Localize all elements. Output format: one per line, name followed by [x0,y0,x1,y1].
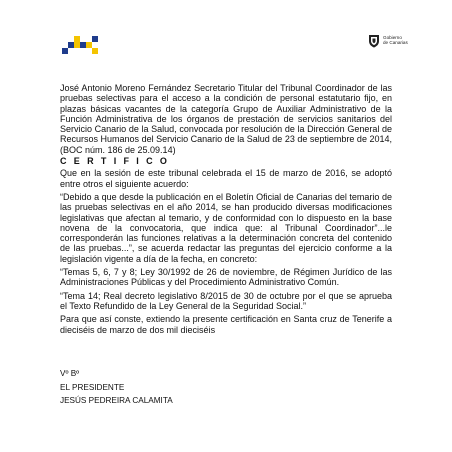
president-title: EL PRESIDENTE [60,382,125,392]
gobierno-canarias-logo [368,34,428,52]
closing-paragraph: Para que así conste, extiendo la presente certificación en Santa cruz de Tenerife a dieciséis de marzo de dos mil dieciséis [60,314,392,335]
logo-square [62,48,68,54]
gobierno-canarias-wordmark [383,35,408,46]
intro-paragraph: José Antonio Moreno Fernández Secretario Titular del Tribunal Coordinador de las pruebas selectivas para el acceso a la condición de personal estatutario fijo, en plazas básicas vacantes de la categoría Grupo de Auxiliar Administrativo de la Función Administrativa de los órganos de prestación de servicios sanitarios del Servicio Canario de la Salud, convocada por resolución de la Dirección General de Recursos Humanos del Servicio Canario de la Salud de 23 de septiembre de 2014, (BOC núm. 186 de 25.09.14) [60,83,392,155]
canarias-shield-icon [368,34,380,48]
agreement-quote: “Debido a que desde la publicación en el Boletín Oficial de Canarias del temario de las pruebas selectivas en el año 2014, se han producido diversas modificaciones legislativas que afectan al temario, y de conformidad con lo dispuesto en la base novena de la convocatoria, que indica que: al Tribunal Coordinador”...le corresponderán las funciones relativas a la determinación concreta del contenido de las pruebas...”, se acuerda redactar las preguntas del ejercicio conforme a la legislación vigente a día de la fecha, en concreto: [60,191,392,264]
certifico-heading: C E R T I F I C O [60,156,170,167]
logo-square [92,48,98,54]
logo-square [92,36,98,42]
document-body [60,83,392,410]
logo-line-2: de Canarias [383,40,408,46]
session-paragraph: Que en la sesión de este tribunal celebrada el 15 de marzo de 2016, se adoptó entre otros el siguiente acuerdo: [60,168,392,189]
gobierno-squares-logo [62,33,104,57]
vobo-label: Vº Bº [60,368,80,378]
tema-item-1: “Temas 5, 6, 7 y 8; Ley 30/1992 de 26 de noviembre, de Régimen Jurídico de las Administraciones Públicas y del Procedimiento Administrativo Común. [60,267,392,288]
signature-block [60,369,392,407]
tema-item-2: “Tema 14; Real decreto legislativo 8/2015 de 30 de octubre por el que se aprueba el Texto Refundido de la Ley General de la Seguridad Social.” [60,290,392,311]
president-name: JESÚS PEDREIRA CALAMITA [60,396,173,406]
logo-line-1: Gobierno [383,35,402,40]
